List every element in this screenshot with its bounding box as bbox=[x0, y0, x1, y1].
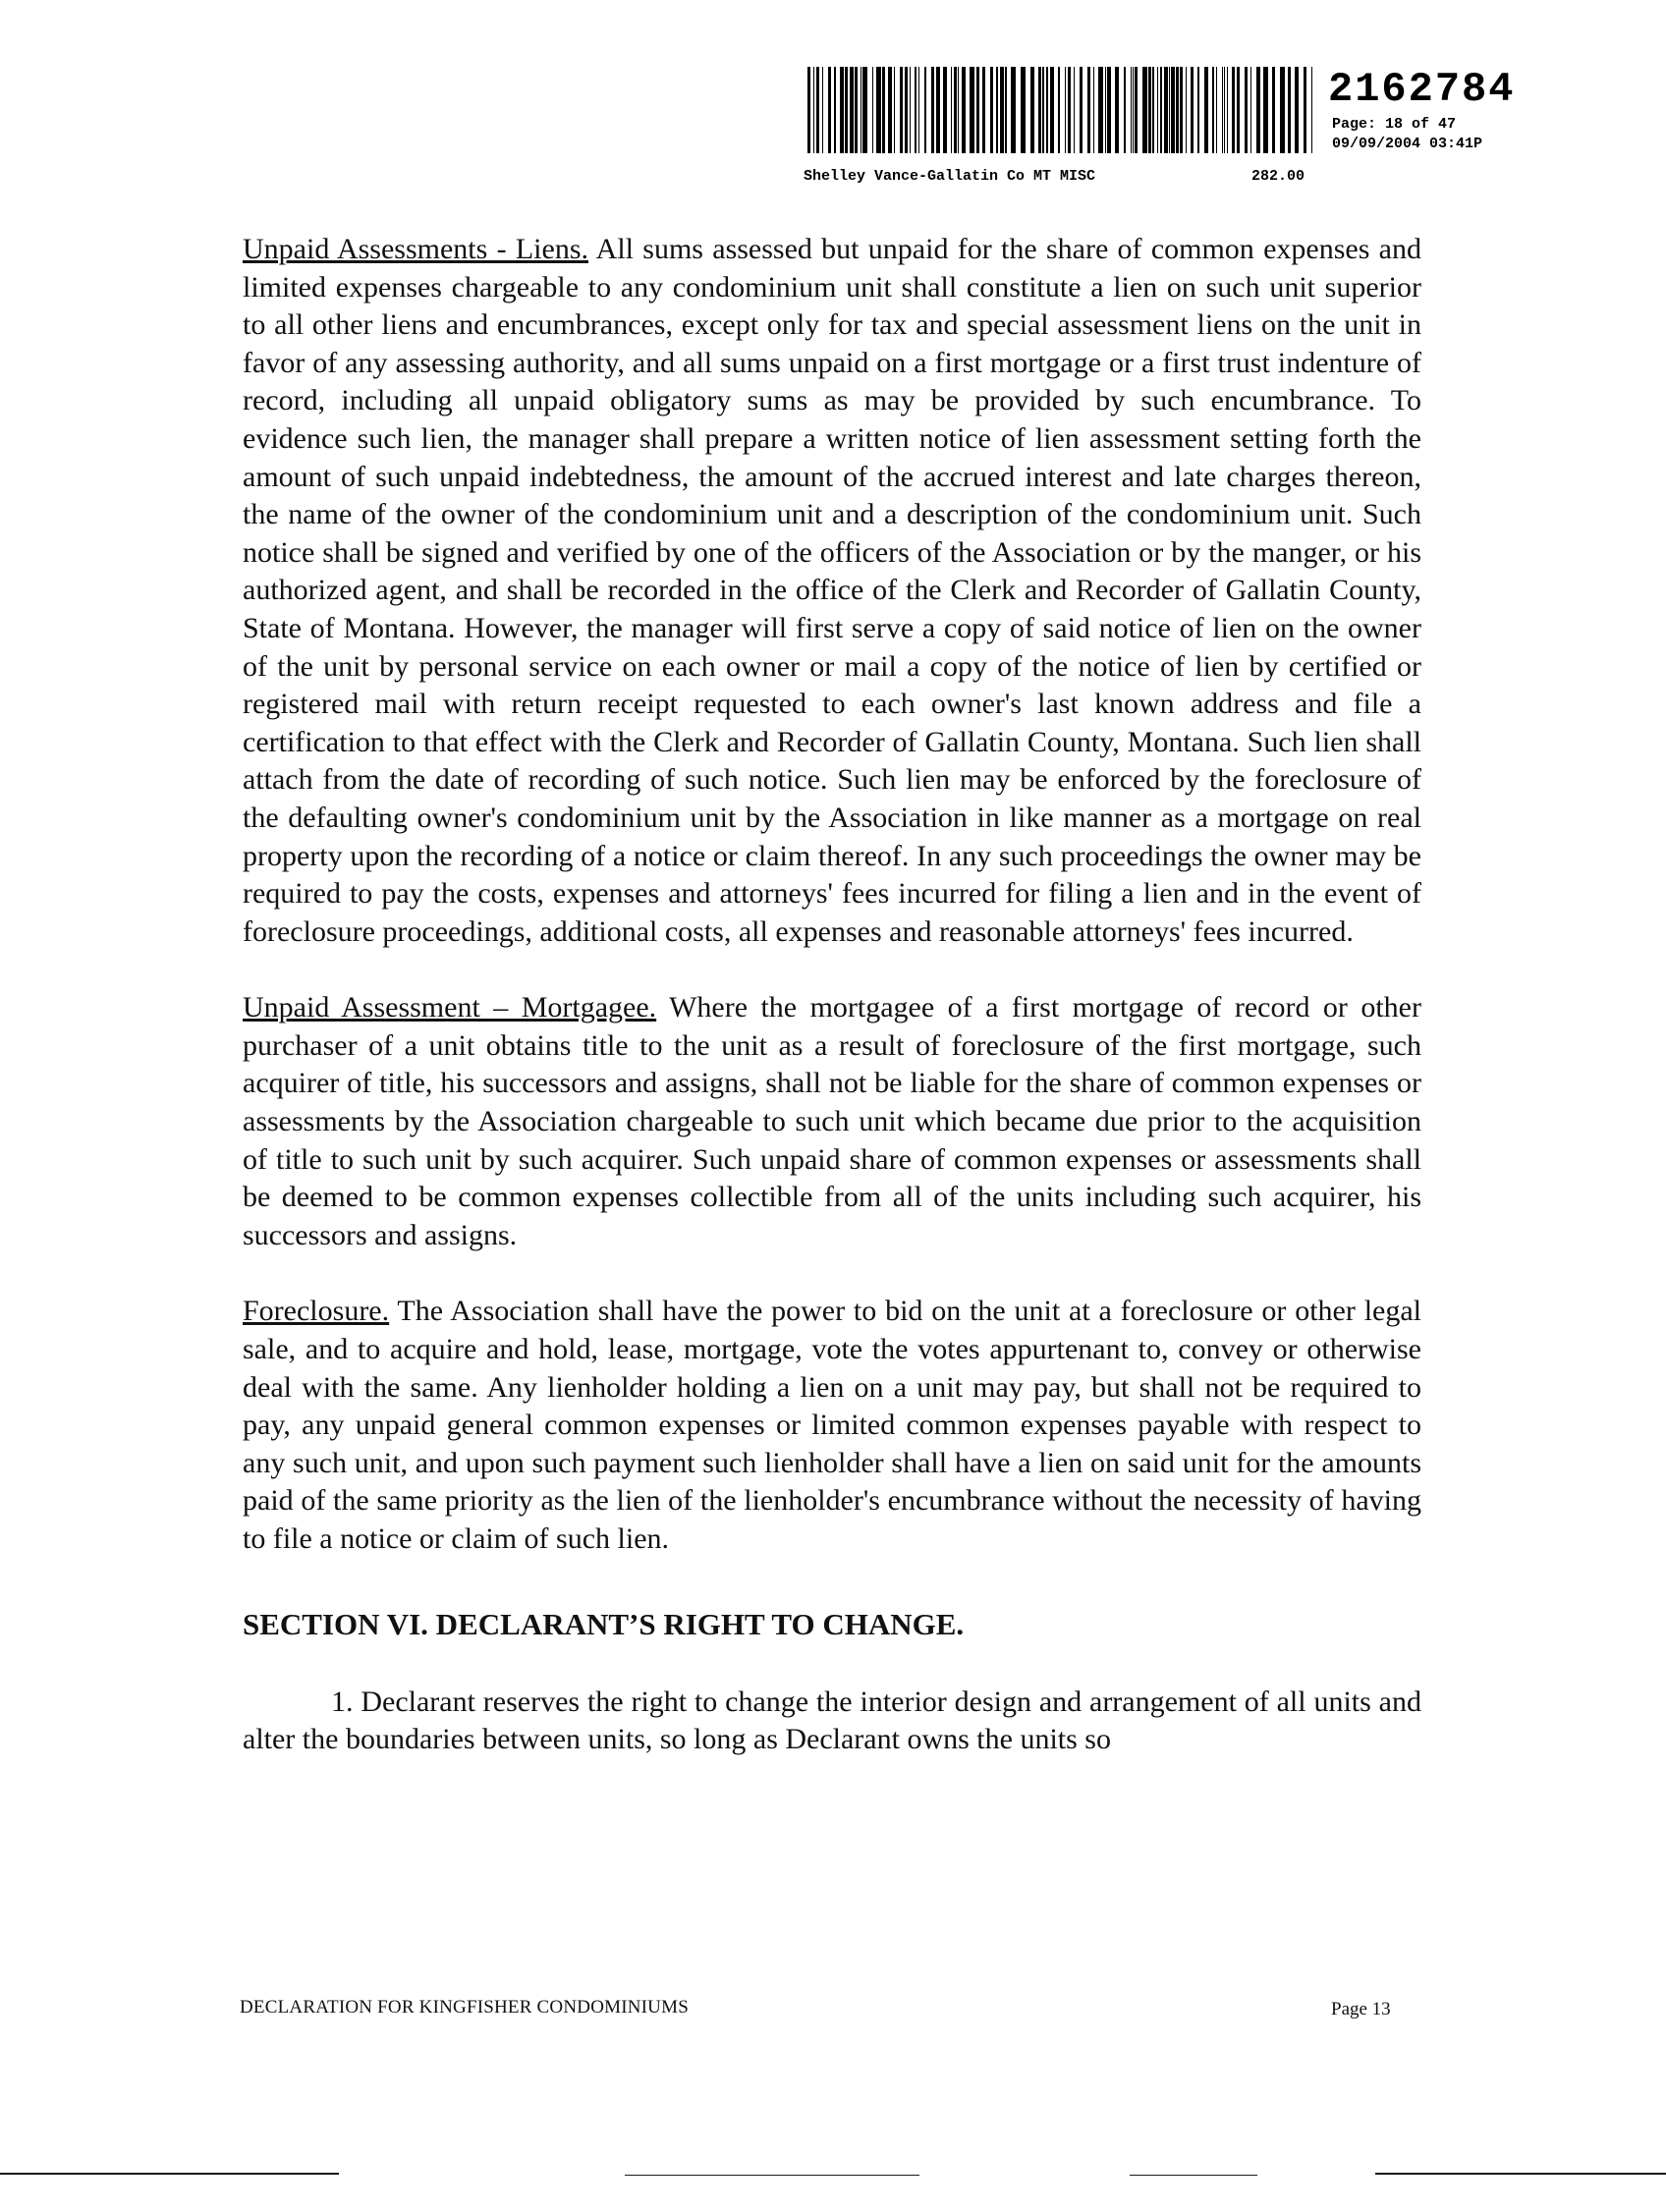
document-number: 2162784 bbox=[1328, 66, 1516, 113]
barcode-bar bbox=[1046, 67, 1048, 153]
barcode-bar bbox=[1124, 67, 1126, 153]
barcode-bar bbox=[1171, 67, 1175, 153]
barcode-bar bbox=[976, 67, 979, 153]
barcode-bar bbox=[1131, 67, 1132, 153]
paragraph-heading: Foreclosure. bbox=[243, 1295, 390, 1328]
barcode-bar bbox=[1204, 67, 1208, 153]
barcode-bar bbox=[915, 67, 916, 153]
barcode-bar bbox=[1068, 67, 1071, 153]
barcode-bar bbox=[1237, 67, 1240, 153]
barcode-bar bbox=[1042, 67, 1044, 153]
barcode-bar bbox=[1176, 67, 1179, 153]
barcode-bar bbox=[900, 67, 903, 153]
barcode-bar bbox=[822, 67, 823, 153]
barcode-bar bbox=[1115, 67, 1119, 153]
barcode-bar bbox=[850, 67, 854, 153]
barcode-bar bbox=[1087, 67, 1090, 153]
barcode-bar bbox=[951, 67, 952, 153]
paragraph-foreclosure bbox=[243, 1293, 1421, 1558]
barcode-bar bbox=[982, 67, 985, 153]
barcode-bar bbox=[1098, 67, 1103, 153]
barcode-bar bbox=[1263, 67, 1268, 153]
barcode-bar bbox=[1107, 67, 1111, 153]
barcode-bar bbox=[816, 67, 819, 153]
barcode-bar bbox=[1295, 67, 1299, 153]
barcode-bar bbox=[1227, 67, 1228, 153]
barcode-bar bbox=[924, 67, 926, 153]
barcode-bar bbox=[1245, 67, 1248, 153]
barcode-bar bbox=[1157, 67, 1158, 153]
barcode-bar bbox=[936, 67, 940, 153]
barcode-bar bbox=[1000, 67, 1004, 153]
barcode-bar bbox=[1250, 67, 1251, 153]
barcode-bar bbox=[970, 67, 974, 153]
barcode-bar bbox=[918, 67, 919, 153]
barcode-bar bbox=[872, 67, 873, 153]
barcode-bar bbox=[1169, 67, 1170, 153]
paragraph-text: The Association shall have the power to bid on the unit at a foreclosure or other legal sale, and to acquire and hold, lease, mortgage, vote the votes appurtenant to, convey or otherwise deal with the same. Any lienholder holding a lien on a unit may pay, but shall not be required to pay, any unpaid general common expenses or limited common expenses payable with respect to any such unit, and upon such payment such lienholder shall have a lien on said unit for the amounts paid of the same priority as the lien of the lienholder's encumbrance without the necessity of having to file a notice or claim of such lien. bbox=[243, 1295, 1421, 1555]
paragraph-heading: Unpaid Assessments - Liens. bbox=[243, 233, 589, 265]
barcode-bar bbox=[905, 67, 908, 153]
barcode-bar bbox=[943, 67, 947, 153]
barcode-bar bbox=[1304, 67, 1306, 153]
barcode-bar bbox=[990, 67, 993, 153]
barcode-bar bbox=[1133, 67, 1134, 153]
barcode-bar bbox=[1212, 67, 1214, 153]
barcode-bar bbox=[862, 67, 867, 153]
barcode-bar bbox=[1050, 67, 1054, 153]
barcode-bar bbox=[1142, 67, 1147, 153]
barcode-bar bbox=[1058, 67, 1060, 153]
barcode-bar bbox=[1080, 67, 1083, 153]
barcode-bar bbox=[1186, 67, 1187, 153]
footer-document-title: DECLARATION FOR KINGFISHER CONDOMINIUMS bbox=[240, 1997, 689, 2018]
paragraph-text: Where the mortgagee of a first mortgage of record or other purchaser of a unit obtains title to the unit as a result of foreclosure of the first mortgage, such acquirer of title, his successors and assigns, shall not be liable for the share of common expenses or assessments by the Association chargeable to such unit which became due prior to the acquisition of title to such unit by such acquirer. Such unpaid share of common expenses or assessments shall be deemed to be common expenses collectible from all of the units including such acquirer, his successors and assigns. bbox=[243, 991, 1421, 1251]
barcode-bar bbox=[931, 67, 934, 153]
footer-page-number: Page 13 bbox=[1331, 1999, 1391, 2019]
barcode-bar bbox=[954, 67, 957, 153]
barcode-bar bbox=[807, 67, 810, 153]
barcode-bar bbox=[1288, 67, 1291, 153]
barcode-bar bbox=[1216, 67, 1217, 153]
barcode-bar bbox=[1280, 67, 1285, 153]
scan-artifact-line bbox=[0, 2173, 339, 2175]
scan-artifact-line bbox=[625, 2175, 919, 2176]
barcode-bar bbox=[834, 67, 836, 153]
barcode-bar bbox=[1152, 67, 1154, 153]
barcode-bar bbox=[1311, 67, 1312, 153]
barcode-bar bbox=[962, 67, 966, 153]
barcode-bar bbox=[1074, 67, 1075, 153]
barcode-bar bbox=[876, 67, 881, 153]
scan-artifact-line bbox=[1130, 2175, 1257, 2176]
barcode-bar bbox=[894, 67, 895, 153]
paragraph-unpaid-assessments-liens bbox=[243, 231, 1421, 951]
barcode-bar bbox=[1160, 67, 1162, 153]
barcode-bar bbox=[1256, 67, 1260, 153]
section-heading: SECTION VI. DECLARANT’S RIGHT TO CHANGE. bbox=[243, 1606, 965, 1641]
barcode-bar bbox=[1030, 67, 1034, 153]
barcode-bar bbox=[1148, 67, 1151, 153]
barcode-bar bbox=[888, 67, 892, 153]
barcode-bar bbox=[1164, 67, 1168, 153]
barcode-bar bbox=[845, 67, 848, 153]
stamp-fee: 282.00 bbox=[1251, 168, 1305, 185]
scan-artifact-line bbox=[1375, 2173, 1666, 2175]
barcode-bar bbox=[1005, 67, 1007, 153]
barcode-bar bbox=[840, 67, 844, 153]
stamp-page-info: Page: 18 of 47 bbox=[1332, 116, 1457, 133]
paragraph-unpaid-assessment-mortgagee bbox=[243, 989, 1421, 1254]
barcode bbox=[807, 67, 1312, 153]
paragraph-text: All sums assessed but unpaid for the share of common expenses and limited expenses chargeable to any condominium unit shall constitute a lien on such unit superior to all other liens and encumbrances, except only for tax and special assessment liens on the unit in favor of any assessing authority, and all sums unpaid on a first mortgage or a first trust indenture of record, including all unpaid obligatory sums as may be provided by such encumbrance. To evidence such lien, the manager shall prepare a written notice of lien assessment setting forth the amount of such unpaid indebtedness, the amount of the accrued interest and late charges thereon, the name of the owner of the condominium unit and a description of the condominium unit. Such notice shall be signed and verified by one of the officers of the Association or by the manger, or his authorized agent, and shall be recorded in the office of the Clerk and Recorder of Gallatin County, State of Montana. However, the manager will first serve a copy of said notice of lien on the owner of the unit by personal service on each owner or mail a copy of the notice of lien by certified or registered mail with return receipt requested to each owner's last known address and file a certification to that effect with the Clerk and Recorder of Gallatin County, Montana. Such lien shall attach from the date of recording of such notice. Such lien may be enforced by the foreclosure of the defaulting owner's condominium unit by the Association in like manner as a mortgage on real property upon the recording of a notice or claim thereof. In any such proceedings the owner may be required to pay the costs, expenses and attorneys' fees incurred for filing a lien and in the event of foreclosure proceedings, additional costs, all expenses and reasonable attorneys' fees incurred. bbox=[243, 233, 1421, 948]
barcode-bar bbox=[855, 67, 858, 153]
barcode-bar bbox=[828, 67, 831, 153]
barcode-bar bbox=[1197, 67, 1199, 153]
barcode-bar bbox=[958, 67, 959, 153]
barcode-bar bbox=[1105, 67, 1106, 153]
stamp-date-time: 09/09/2004 03:41P bbox=[1332, 136, 1483, 152]
barcode-bar bbox=[996, 67, 998, 153]
barcode-bar bbox=[1222, 67, 1223, 153]
section-item-1: 1. Declarant reserves the right to change the interior design and arrangement of all units and alter the boundaries between units, so long as Declarant owns the units so bbox=[243, 1685, 1421, 1756]
barcode-bar bbox=[910, 67, 911, 153]
barcode-bar bbox=[1232, 67, 1235, 153]
stamp-recorder: Shelley Vance-Gallatin Co MT MISC bbox=[804, 168, 1096, 185]
barcode-bar bbox=[1021, 67, 1026, 153]
barcode-bar bbox=[1093, 67, 1094, 153]
barcode-bar bbox=[1011, 67, 1016, 153]
paragraph-heading: Unpaid Assessment – Mortgagee. bbox=[243, 991, 657, 1024]
document-body bbox=[243, 231, 1421, 1759]
barcode-bar bbox=[1065, 67, 1066, 153]
barcode-bar bbox=[1272, 67, 1275, 153]
barcode-bar bbox=[1135, 67, 1138, 153]
barcode-bar bbox=[1224, 67, 1225, 153]
barcode-bar bbox=[882, 67, 885, 153]
barcode-bar bbox=[1191, 67, 1194, 153]
barcode-bar bbox=[1180, 67, 1183, 153]
barcode-bar bbox=[813, 67, 814, 153]
barcode-bar bbox=[1038, 67, 1041, 153]
